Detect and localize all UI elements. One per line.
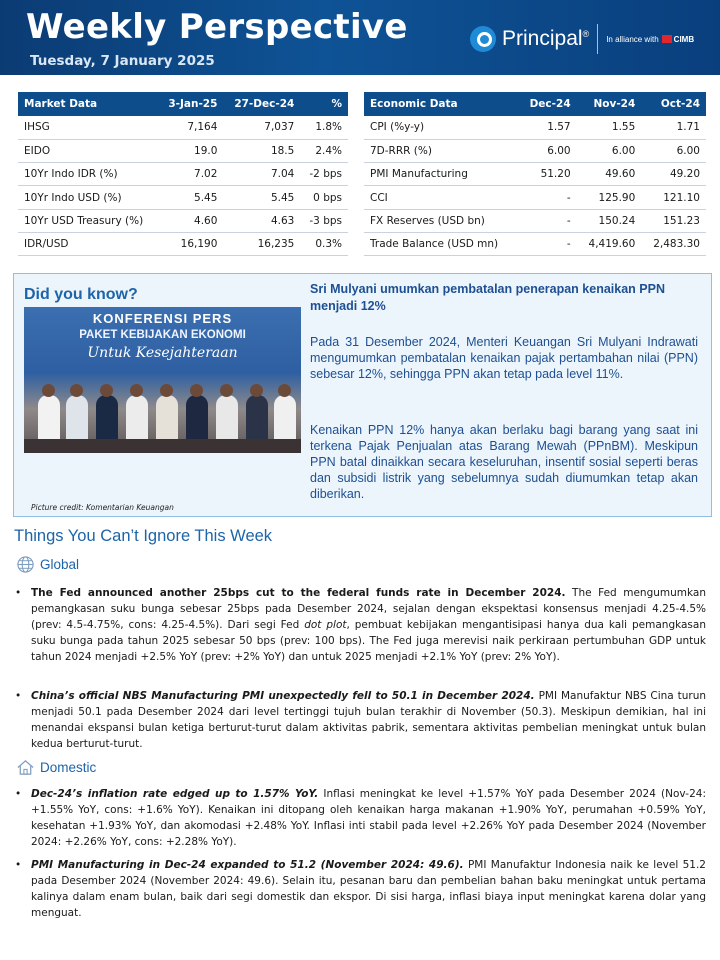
cimb-icon <box>662 35 672 43</box>
table-cell: 16,190 <box>158 232 223 255</box>
did-you-know-box <box>13 273 712 517</box>
table-cell: 5.45 <box>223 186 300 209</box>
table-row <box>18 232 348 255</box>
table-header: 27-Dec-24 <box>223 92 300 116</box>
list-item <box>14 857 706 921</box>
person-figure <box>274 395 296 441</box>
article-paragraph: Kenaikan PPN 12% hanya akan berlaku bagi barang yang saat ini terkena Pajak Penjualan atas Barang Mewah (PPnBM). Meskipun PPN batal dinaikkan secara keseluruhan, insentif sosial seperti beras dan subsidi listrik yang sebelumnya sudah diumumkan tetap akan diberikan. <box>310 423 698 501</box>
person-figure <box>186 395 208 441</box>
table-cell: 49.60 <box>577 163 642 186</box>
list-item <box>14 786 706 850</box>
photo-banner-line2: PAKET KEBIJAKAN EKONOMI <box>79 329 246 341</box>
market-data-table <box>18 92 348 256</box>
person-figure <box>216 395 238 441</box>
section-title: Things You Can’t Ignore This Week <box>14 527 273 545</box>
table-header: Oct-24 <box>641 92 706 116</box>
person-figure <box>66 395 88 441</box>
bullet-lead: PMI Manufacturing in Dec-24 expanded to 51.2 (November 2024: 49.6). <box>31 859 464 871</box>
table-cell: FX Reserves (USD bn) <box>364 209 518 232</box>
bullet-lead: China’s official NBS Manufacturing PMI unexpectedly fell to 50.1 in December 2024. <box>31 690 535 702</box>
person-figure <box>246 395 268 441</box>
picture-credit: Picture credit: Komentarian Keuangan <box>31 503 174 512</box>
table-cell: -2 bps <box>300 163 348 186</box>
table-header: Nov-24 <box>577 92 642 116</box>
article-paragraph: Pada 31 Desember 2024, Menteri Keuangan Sri Mulyani Indrawati mengumumkan pembatalan kenaikan pajak pertambahan nilai (PPN) sebesar 12%, sehingga PPN akan tetap pada level 11%. <box>310 335 698 381</box>
table-cell: -3 bps <box>300 209 348 232</box>
table-cell: 1.71 <box>641 116 706 139</box>
table-header: 3-Jan-25 <box>158 92 223 116</box>
person-head <box>130 384 143 397</box>
table-row <box>364 186 706 209</box>
bullet-text: The Fed mengumumkan pemangkasan suku bunga sebesar 25bps pada Desember 2024, sejalan dengan ekspektasi konsensus menjadi 4.25-4.5% (prev: 4.5-4.75%, cons: 4.25-4.5%). Dari segi Fed <box>31 587 706 631</box>
global-subheading: Global <box>40 557 80 572</box>
table-cell: 10Yr Indo IDR (%) <box>18 163 158 186</box>
table-row <box>18 116 348 139</box>
table-header: Dec-24 <box>518 92 576 116</box>
table-cell: 16,235 <box>223 232 300 255</box>
table-cell: 18.5 <box>223 139 300 162</box>
table-row <box>364 116 706 139</box>
person-figure <box>156 395 178 441</box>
table-cell: 0 bps <box>300 186 348 209</box>
table-cell: 2,483.30 <box>641 232 706 255</box>
press-table <box>24 439 301 453</box>
table-cell: 5.45 <box>158 186 223 209</box>
alliance-text: In alliance with <box>606 34 659 44</box>
logo-divider <box>597 24 598 54</box>
person-figure <box>126 395 148 441</box>
did-you-know-heading: Did you know? <box>24 286 138 303</box>
table-cell: 4.63 <box>223 209 300 232</box>
person-head <box>220 384 233 397</box>
table-cell: 6.00 <box>577 139 642 162</box>
table-cell: 7,037 <box>223 116 300 139</box>
table-cell: 10Yr USD Treasury (%) <box>18 209 158 232</box>
table-cell: 7.02 <box>158 163 223 186</box>
publication-date: Tuesday, 7 January 2025 <box>30 53 215 69</box>
table-cell: 1.57 <box>518 116 576 139</box>
table-cell: IHSG <box>18 116 158 139</box>
globe-icon <box>16 555 35 574</box>
table-cell: CPI (%y-y) <box>364 116 518 139</box>
bullet-text: , pembuat kebijakan mengantisipasi hanya dua kali pemangkasan suku bunga pada tahun 2025 sebesar 50 bps (prev: 100 bps). The Fed juga merevisi naik perkiraan pertumbuhan GDP untuk tahun 2024 menjadi +2.5% YoY (prev: +2% YoY) dan untuk 2025 menjadi +2.1% YoY (prev: 2% YoY). <box>31 619 706 663</box>
page-title: Weekly Perspective <box>26 7 408 47</box>
table-row <box>364 139 706 162</box>
table-cell: 6.00 <box>518 139 576 162</box>
table-cell: - <box>518 232 576 255</box>
bullet-icon: • <box>15 587 22 599</box>
table-cell: 151.23 <box>641 209 706 232</box>
table-cell: 4,419.60 <box>577 232 642 255</box>
bullet-emphasis: dot plot <box>304 619 347 631</box>
table-cell: 121.10 <box>641 186 706 209</box>
home-icon <box>16 758 35 777</box>
table-cell: 125.90 <box>577 186 642 209</box>
bullet-icon: • <box>15 788 22 800</box>
person-head <box>160 384 173 397</box>
table-cell: - <box>518 186 576 209</box>
table-cell: 7D-RRR (%) <box>364 139 518 162</box>
bullet-icon: • <box>15 859 22 871</box>
table-cell: 2.4% <box>300 139 348 162</box>
header-banner <box>0 0 720 75</box>
economic-data-table <box>364 92 706 256</box>
table-row <box>364 163 706 186</box>
table-cell: CCI <box>364 186 518 209</box>
table-header: Economic Data <box>364 92 518 116</box>
principal-logo-text: Principal <box>502 27 583 50</box>
table-cell: 4.60 <box>158 209 223 232</box>
cimb-brand: CIMB <box>673 34 695 44</box>
table-cell: 51.20 <box>518 163 576 186</box>
bullet-lead: Dec-24’s inflation rate edged up to 1.57% YoY. <box>31 788 319 800</box>
domestic-subheading: Domestic <box>40 760 97 775</box>
table-header: Market Data <box>18 92 158 116</box>
table-row <box>364 209 706 232</box>
table-cell: 6.00 <box>641 139 706 162</box>
table-row <box>18 186 348 209</box>
photo-banner-line1: KONFERENSI PERS <box>92 311 233 326</box>
person-head <box>278 384 291 397</box>
bullet-icon: • <box>15 690 22 702</box>
table-row <box>364 232 706 255</box>
bullet-text: PMI Manufaktur Indonesia naik ke level 51.2 pada Desember 2024 (November 2024: 49.6). Selain itu, pesanan baru dan pembelian bahan baku meningkat untuk pertama kalinya dalam enam bulan, baik dari segi domestik dan ekspor. Di sisi harga, inflasi biaya input meningkat karena dolar yang menguat. <box>31 859 706 919</box>
list-item <box>14 688 706 752</box>
table-row <box>18 163 348 186</box>
table-row <box>18 209 348 232</box>
press-conference-photo <box>24 307 301 453</box>
table-cell: EIDO <box>18 139 158 162</box>
bullet-lead: The Fed announced another 25bps cut to the federal funds rate in December 2024. <box>31 587 566 599</box>
table-cell: 7,164 <box>158 116 223 139</box>
table-cell: 7.04 <box>223 163 300 186</box>
table-cell: 49.20 <box>641 163 706 186</box>
table-cell: PMI Manufacturing <box>364 163 518 186</box>
table-cell: 1.55 <box>577 116 642 139</box>
person-head <box>100 384 113 397</box>
table-cell: - <box>518 209 576 232</box>
person-head <box>42 384 55 397</box>
person-figure <box>96 395 118 441</box>
principal-logo-icon <box>470 26 496 52</box>
table-cell: 1.8% <box>300 116 348 139</box>
list-item <box>14 585 706 665</box>
article-title: Sri Mulyani umumkan pembatalan penerapan kenaikan PPN menjadi 12% <box>310 282 665 313</box>
bullet-text: PMI Manufaktur NBS Cina turun menjadi 50.1 pada Desember 2024 dari level tertinggi tujuh bulan terakhir di November (50.3). Meskipun demikian, hal ini menandai ekspansi bulan ketiga berturut-turut dalam aktivitas pabrik, sementara aktivitas pembelian meningkat untuk bulan kedua berturut-turut. <box>31 690 707 750</box>
table-cell: 0.3% <box>300 232 348 255</box>
table-cell: 150.24 <box>577 209 642 232</box>
table-header: % <box>300 92 348 116</box>
photo-banner-line3: Untuk Kesejahteraan <box>87 345 238 361</box>
person-head <box>190 384 203 397</box>
person-figure <box>38 395 60 441</box>
table-cell: 10Yr Indo USD (%) <box>18 186 158 209</box>
table-cell: 19.0 <box>158 139 223 162</box>
table-row <box>18 139 348 162</box>
table-cell: Trade Balance (USD mn) <box>364 232 518 255</box>
principal-logo <box>470 22 694 56</box>
table-cell: IDR/USD <box>18 232 158 255</box>
person-head <box>70 384 83 397</box>
registered-mark: ® <box>582 29 590 39</box>
bullet-text: Inflasi meningkat ke level +1.57% YoY pada Desember 2024 (Nov-24: +1.55% YoY, cons: +1.6% YoY). Kenaikan ini ditopang oleh kenaikan harga makanan +1.90% YoY, perumahan +0.59% YoY, kesehatan +1.93% YoY, dan akomodasi +2.48% YoY. Inflasi inti stabil pada level +2.26% YoY pada Desember 2024 (November 2024: +2.26% YoY, cons: +2.28% YoY). <box>31 788 706 848</box>
person-head <box>250 384 263 397</box>
